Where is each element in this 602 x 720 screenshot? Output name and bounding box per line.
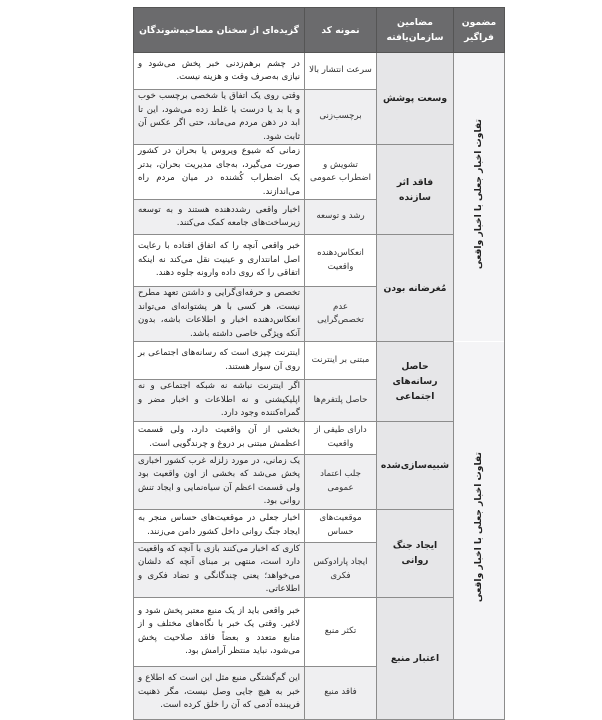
organized-theme-cell: فاقد اثر سازنده xyxy=(377,145,454,235)
quote-cell: در چشم برهم‌زدنی خبر پخش می‌شود و نیازی به‌صرف وقت و هزینه نیست. xyxy=(134,53,305,90)
quote-cell: اینترنت چیزی است که رسانه‌های اجتماعی بر روی آن سوار هستند. xyxy=(134,342,305,380)
thematic-analysis-table xyxy=(133,7,505,720)
quote-cell: یک زمانی، در مورد زلزله غرب کشور اخباری پخش می‌شد که بخشی از اون واقعیت بود ولی قسمت اعظم آن سیاه‌نمایی و ایجاد تنش روانی بود. xyxy=(134,454,305,509)
overall-theme-cell xyxy=(454,342,505,720)
header-overall-theme: مضمون فراگیر xyxy=(454,8,505,53)
code-cell: فاقد منبع xyxy=(305,666,377,719)
quote-cell: اخبار جعلی در موقعیت‌های حساس منجر به ایجاد جنگ روانی داخل کشور دامن می‌زنند. xyxy=(134,509,305,542)
quote-cell: بخشی از آن واقعیت دارد، ولی قسمت اعظمش مبتنی بر دروغ و چرندگویی است. xyxy=(134,421,305,454)
quote-cell: این گم‌گشتگی منبع مثل این است که اطلاع و خبر به هیچ جایی وصل نیست، مگر ذهنیت فریبنده آدمی که آن را خلق کرده است. xyxy=(134,666,305,719)
quote-cell: وقتی روی یک اتفاق یا شخصی برچسب خوب و یا بد یا درست یا غلط زده می‌شود، این تا ابد در ذهن مردم می‌ماند، حتی اگر عکس آن ثابت شود. xyxy=(134,90,305,145)
code-cell: تکثر منبع xyxy=(305,597,377,666)
table-header-row xyxy=(134,8,505,53)
code-cell: عدم تخصص‌گرایی xyxy=(305,287,377,342)
code-cell: سرعت انتشار بالا xyxy=(305,53,377,90)
quote-cell: زمانی که شیوع ویروس یا بحران در کشور صورت می‌گیرد، به‌جای مدیریت بحران، بدتر یک اضطراب کُشنده در میان مردم راه می‌اندازند. xyxy=(134,145,305,200)
organized-theme-cell: حاصل رسانه‌های اجتماعی xyxy=(377,342,454,422)
header-code-sample: نمونه کد xyxy=(305,8,377,53)
overall-theme-label: تفاوت اخبار جعلی با اخبار واقعی xyxy=(473,119,485,270)
quote-cell: اخبار واقعی رشددهنده هستند و به توسعه زیرساخت‌های جامعه کمک می‌کنند. xyxy=(134,200,305,235)
organized-theme-cell: اعتبار منبع xyxy=(377,597,454,719)
organized-theme-cell: مُغرضانه بودن xyxy=(377,235,454,342)
table-row xyxy=(134,145,505,200)
overall-theme-label: تفاوت اخبار جعلی با اخبار واقعی xyxy=(473,452,485,603)
code-cell: جلب اعتماد عمومی xyxy=(305,454,377,509)
code-cell: حاصل پلتفرم‌ها xyxy=(305,380,377,422)
table-row xyxy=(134,53,505,90)
code-cell: مبتنی بر اینترنت xyxy=(305,342,377,380)
quote-cell: تخصص و حرفه‌ای‌گرایی و داشتن تعهد مطرح نیست، هر کسی با هر پشتوانه‌ای می‌تواند انعکاس‌دهنده اخبار و اطلاعات باشه، بدون آنکه ویژگی خاصی داشته باشد. xyxy=(134,287,305,342)
header-quotes: گزیده‌ای از سخنان مصاحبه‌شوندگان xyxy=(134,8,305,53)
quote-cell: خبر واقعی آنچه را که اتفاق افتاده با رعایت اصل امانتداری و عینیت نقل می‌کند نه اینکه اتفاقی را که روی داده وارونه جلوه دهند. xyxy=(134,235,305,287)
quote-cell: خبر واقعی باید از یک منبع معتبر پخش شود و لاغیر. وقتی یک خبر با نگاه‌های مختلف و از منابع متعدد و بعضاً فاقد صلاحیت پخش می‌شود، نباید منتظر آرامش بود. xyxy=(134,597,305,666)
table-row xyxy=(134,509,505,542)
organized-theme-cell: وسعت پوشش xyxy=(377,53,454,145)
header-organized-themes: مضامین سازمان‌یافته xyxy=(377,8,454,53)
code-cell: برچسب‌زنی xyxy=(305,90,377,145)
organized-theme-cell: شبیه‌سازی‌شده xyxy=(377,421,454,509)
code-cell: دارای طیفی از واقعیت xyxy=(305,421,377,454)
table-row xyxy=(134,597,505,666)
organized-theme-cell: ایجاد جنگ روانی xyxy=(377,509,454,597)
code-cell: تشویش و اضطراب عمومی xyxy=(305,145,377,200)
code-cell: رشد و توسعه xyxy=(305,200,377,235)
quote-cell: کاری که اخبار می‌کنند بازی با آنچه که واقعیت دارد است، منتهی بر مبنای آنچه که دلشان می‌خواهد؛ یعنی چندگانگی و تضاد فکری و اطلاعاتی. xyxy=(134,542,305,597)
table-row xyxy=(134,342,505,380)
table-row xyxy=(134,235,505,287)
table-row xyxy=(134,421,505,454)
code-cell: انعکاس‌دهنده واقعیت xyxy=(305,235,377,287)
quote-cell: اگر اینترنت نباشه نه شبکه اجتماعی و نه اپلیکیشنی و نه اطلاعات و اخبار مضر و گمراه‌کننده وجود دارد. xyxy=(134,380,305,422)
code-cell: موقعیت‌های حساس xyxy=(305,509,377,542)
code-cell: ایجاد پارادوکس فکری xyxy=(305,542,377,597)
overall-theme-cell xyxy=(454,53,505,342)
